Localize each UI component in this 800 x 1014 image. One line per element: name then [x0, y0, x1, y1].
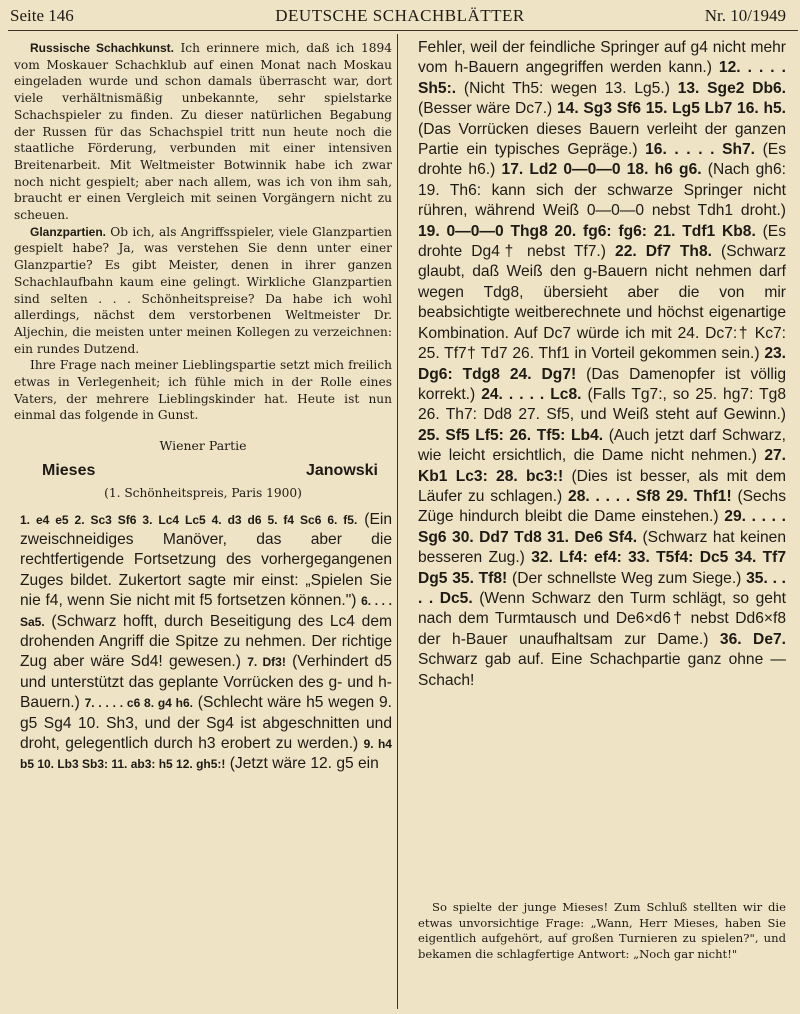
- move-text: 14. Sg3 Sf6 15. Lg5 Lb7 16. h5.: [556, 100, 786, 118]
- players-line: [14, 461, 392, 485]
- commentary-text: Fehler, weil der feindliche Springer auf g4 nicht mehr vom h-Bauern angegriffen werden kann.): [418, 39, 786, 77]
- game-moves-left: [20, 510, 392, 775]
- move-text: 25. Sf5 Lf5: 26. Tf5: Lb4.: [418, 426, 604, 444]
- closing-anecdote: So spielte der junge Mieses! Zum Schluß stellten wir die etwas unvorsichtige Frage: „Wann, Herr Mieses, haben Sie eigentlich aufgehört, auf großen Turnieren zu spielen?", und bekamen die schlagfertige Antwort: „Noch gar nicht!": [418, 900, 786, 961]
- move-text: 27. Kb1 Lc3: 28. bc3:!: [418, 447, 786, 485]
- heading-russian-chess: Russische Schachkunst.: [30, 41, 174, 55]
- commentary-text: (Auch jetzt darf Schwarz, wie leicht ersichtlich, die Dame nicht nehmen.): [418, 426, 786, 465]
- paragraph-favorite-game: Ihre Frage nach meiner Lieblingspartie setzt mich freilich etwas in Verlegenheit; ich fühle mich in der Rolle eines Vaters, der mehrere Lieblingskinder hat. Heute ist nun einmal das folgende in Gunst.: [14, 358, 392, 423]
- commentary-text: (Es drohte h6.): [418, 141, 786, 179]
- commentary-text: (Das Damenopfer ist völlig korrekt.): [418, 365, 786, 403]
- black-player: Janowski: [305, 461, 378, 479]
- commentary-text: (Das Vorrücken dieses Bauern verleiht der ganzen Partie ein typisches Gepräge.): [418, 120, 786, 159]
- commentary-text: (Schwarz glaubt, daß Weiß den g-Bauern nicht nehmen darf wegen Tdg8, übersieht aber die von mir beabsichtigte weitberechnete und höchst eigenartige Kombination. Auf Dc7 würde ich mit 24. Dc7:† Kc7: 25. Tf7† Td7 26. Thf1 in Vorteil gekommen sein.): [418, 243, 786, 363]
- move-text: 1. e4 e5 2. Sc3 Sf6 3. Lc4 Lc5 4. d3 d6 5. f4 Sc6 6. f5.: [20, 512, 358, 527]
- page-header: [0, 0, 800, 32]
- game-moves-right: [418, 38, 786, 691]
- column-divider: [397, 34, 398, 1009]
- move-text: 16. . . . . Sh7.: [645, 141, 756, 159]
- move-text: 28. . . . . Sf8 29. Thf1!: [568, 487, 732, 505]
- text-brilliancies: Ob ich, als Angriffsspieler, viele Glanzpartien gespielt habe? Ja, was verstehen Sie denn unter einer Glanzpartie? Es gibt Meister, denen in ihrer ganzen Schachlaufbahn kaum eine gelingt. Wirkliche Glanzpartien sind selten . . . Schönheitspreise? Da habe ich wohl allerdings, nächst dem verstorbenen Weltmeister Dr. Aljechin, die meisten unter meinen Kollegen zu verzeichnen: ein rundes Dutzend.: [14, 224, 392, 356]
- move-text: 9. h4 b5 10. Lb3 Sb3: 11. ab3: h5 12. gh5:!: [20, 737, 392, 772]
- opening-name: Wiener Partie: [159, 438, 247, 454]
- issue-number: Nr. 10/1949: [704, 6, 786, 25]
- commentary-text: (Wenn Schwarz den Turm schlägt, so geht nach dem Turmtausch und De6×d6† nebst Dd6×f8 der h-Bauer unaufhaltsam zur Dame.): [418, 589, 786, 648]
- commentary-text: (Jetzt wäre 12. g5 ein: [225, 755, 379, 773]
- commentary-text: (Es drohte Dg4† nebst Tf7.): [418, 222, 786, 261]
- commentary-text: (Ein zweischneidiges Manöver, das aber die rechtfertigende Fortsetzung des vorhergegangenen Zuges bildet. Zukertort sagte mir einst: „Spielen Sie nie f4, wenn Sie nicht mit f5 fortsetzen können."): [20, 510, 392, 610]
- move-text: 17. Ld2 0—0—0 18. h6 g6.: [501, 161, 702, 179]
- move-text: 19. 0—0—0 Thg8 20. fg6: fg6: 21. Tdf1 Kb8.: [418, 222, 756, 240]
- commentary-text: (Falls Tg7:, so 25. hg7: Tg8 26. Th7: Dd8 27. Sf5, und Weiß steht auf Gewinn.): [418, 385, 787, 424]
- commentary-text: (Schlecht wäre h5 wegen 9. g5 Sg4 10. Sh3, und der Sg4 ist abgeschnitten und droht, gelegentlich durch h3 erobert zu werden.): [20, 694, 393, 753]
- commentary-text: (Verhindert d5 und unterstützt das geplante Vorrücken des g- und h-Bauern.): [20, 653, 392, 712]
- move-text: 7. . . . . c6 8. g4 h6.: [84, 696, 193, 711]
- header-rule: [8, 30, 798, 31]
- heading-brilliancies: Glanzpartien.: [30, 224, 107, 239]
- move-text: 35. . . . . Dc5.: [418, 569, 786, 607]
- publication-title: DEUTSCHE SCHACHBLÄTTER: [275, 6, 525, 25]
- text-russian-chess: Ich erinnere mich, daß ich 1894 vom Moskauer Schachklub auf einen Monat nach Moskau eingeladen wurde und schon damals überrascht war, dort viele verhältnismäßig unbekannte, sehr spielstarke Schachspieler zu finden. Zu dieser natürlichen Begabung der Russen für das Schachspiel tritt nun heute noch die staatliche Förderung, verbunden mit einer intensiven Breitenarbeit. Mit Weltmeister Botwinnik habe ich zwar noch nicht gespielt; aber nach allem, was ich von ihm sah, braucht er einen Vergleich mit seinen Vorgängern nicht zu scheuen.: [14, 41, 393, 223]
- move-text: 12. . . . . Sh5:.: [418, 59, 786, 97]
- left-column: [14, 40, 392, 775]
- move-text: 7. Df3!: [247, 655, 286, 670]
- paragraph-brilliancies: [14, 224, 392, 358]
- move-text: 29. . . . . Sg6 30. Dd7 Td8 31. De6 Sf4.: [418, 508, 786, 546]
- move-text: 36. De7.: [719, 630, 786, 648]
- commentary-text: (Schwarz hat keinen besseren Zug.): [418, 528, 786, 567]
- commentary-text: (Der schnellste Weg zum Siege.): [507, 569, 747, 587]
- move-text: 23. Dg6: Tdg8 24. Dg7!: [418, 345, 786, 383]
- move-text: 32. Lf4: ef4: 33. T5f4: Dc5 34. Tf7 Dg5 35. Tf8!: [418, 549, 786, 587]
- event-line: (1. Schönheitspreis, Paris 1900): [104, 485, 302, 500]
- move-text: 13. Sge2 Db6.: [677, 79, 787, 97]
- commentary-text: (Nach gh6: 19. Th6: kann sich der schwarze Springer nicht rühren, während Weiß 0—0—0 nebst Tdh1 droht.): [418, 161, 786, 220]
- commentary-text: (Schwarz hofft, durch Beseitigung des Lc4 dem drohenden Angriff die Spitze zu nehmen. Der richtige Zug aber wäre Sd4! gewesen.): [20, 612, 392, 671]
- move-text: 6. . . . Sa5.: [20, 594, 392, 629]
- paragraph-russian-chess: [14, 40, 392, 224]
- commentary-text: (Sechs Züge hindurch bleibt die Dame einstehen.): [418, 487, 786, 526]
- white-player: Mieses: [42, 461, 96, 479]
- move-text: 22. Df7 Th8.: [615, 243, 712, 261]
- commentary-text: (Nicht Th5: wegen 13. Lg5.): [456, 79, 678, 97]
- commentary-text: (Besser wäre Dc7.): [418, 100, 557, 118]
- commentary-text: Schwarz gab auf. Eine Schachpartie ganz ohne — Schach!: [418, 651, 786, 689]
- commentary-text: (Dies ist besser, als mit dem Läufer zu schlagen.): [418, 467, 787, 505]
- page-number: Seite 146: [10, 6, 74, 25]
- move-text: 24. . . . . Lc8.: [481, 385, 582, 403]
